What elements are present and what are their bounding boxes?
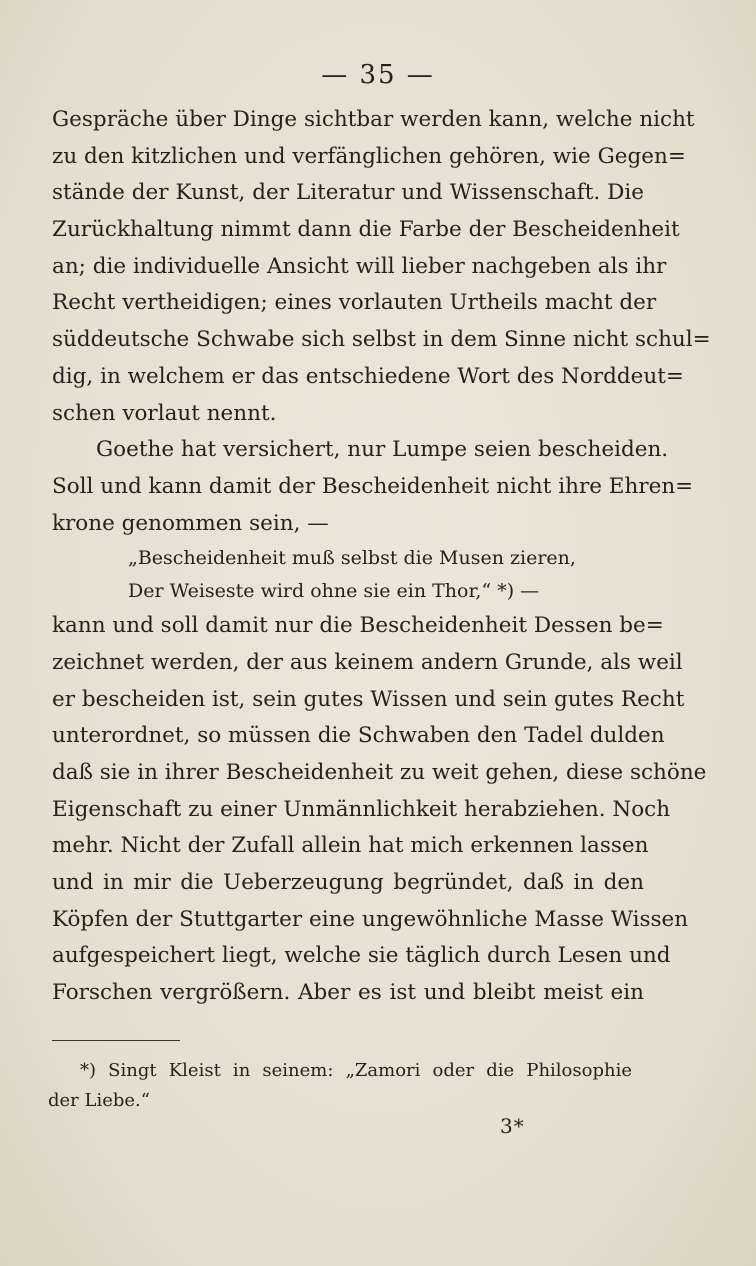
text-line: an; die individuelle Ansicht will lieber nachgeben als ihr [52, 253, 667, 279]
text-line: Soll und kann damit der Bescheidenheit nicht ihre Ehren= [52, 473, 694, 499]
text-line: er bescheiden ist, sein gutes Wissen und sein gutes Recht [52, 686, 685, 712]
text-line: dig, in welchem er das entschiedene Wort des Norddeut= [52, 363, 684, 389]
text-line: krone genommen sein, — [52, 510, 329, 536]
text-line: zu den kitzlichen und verfänglichen gehören, wie Gegen= [52, 143, 686, 169]
text-line: süddeutsche Schwabe sich selbst in dem Sinne nicht schul= [52, 327, 711, 353]
text-line: mehr. Nicht der Zufall allein hat mich erkennen lassen [52, 833, 649, 859]
text-line: Gespräche über Dinge sichtbar werden kann, welche nicht [52, 107, 695, 132]
footnote-line: der Liebe.“ [48, 1090, 150, 1111]
text-line: unterordnet, so müssen die Schwaben den Tadel dulden [52, 723, 665, 749]
text-line: Köpfen der Stuttgarter eine ungewöhnliche Masse Wissen [52, 906, 689, 932]
text-line: daß sie in ihrer Bescheidenheit zu weit gehen, diese schöne [52, 760, 707, 785]
footnote [48, 1056, 632, 1116]
verse-line: Der Weiseste wird ohne sie ein Thor,“ *) — [128, 580, 540, 603]
signature-mark: 3* [500, 1114, 525, 1138]
text-line: Goethe hat versichert, nur Lumpe seien bescheiden. [96, 437, 669, 463]
text-line: Forschen vergrößern. Aber es ist und bleibt meist ein [52, 980, 644, 1006]
text-line: zeichnet werden, der aus keinem andern Grunde, als weil [52, 649, 683, 675]
text-line: Recht vertheidigen; eines vorlauten Urtheils macht der [52, 290, 657, 316]
footnote-divider [52, 1040, 180, 1041]
text-line: aufgespeichert liegt, welche sie täglich durch Lesen und [52, 943, 671, 969]
footnote-line: *) Singt Kleist in seinem: „Zamori oder die Philosophie [80, 1060, 632, 1081]
verse-line: „Bescheidenheit muß selbst die Musen zieren, [128, 547, 576, 570]
text-line: schen vorlaut nennt. [52, 400, 277, 426]
text-line: Zurückhaltung nimmt dann die Farbe der Bescheidenheit [52, 217, 680, 243]
text-line: und in mir die Ueberzeugung begründet, daß in den [52, 870, 644, 896]
text-line: stände der Kunst, der Literatur und Wissenschaft. Die [52, 180, 644, 206]
text-line: kann und soll damit nur die Bescheidenheit Dessen be= [52, 613, 664, 639]
text-line: Eigenschaft zu einer Unmännlichkeit herabziehen. Noch [52, 796, 671, 822]
page-number: — 35 — [321, 60, 435, 90]
main-text [52, 102, 711, 1012]
